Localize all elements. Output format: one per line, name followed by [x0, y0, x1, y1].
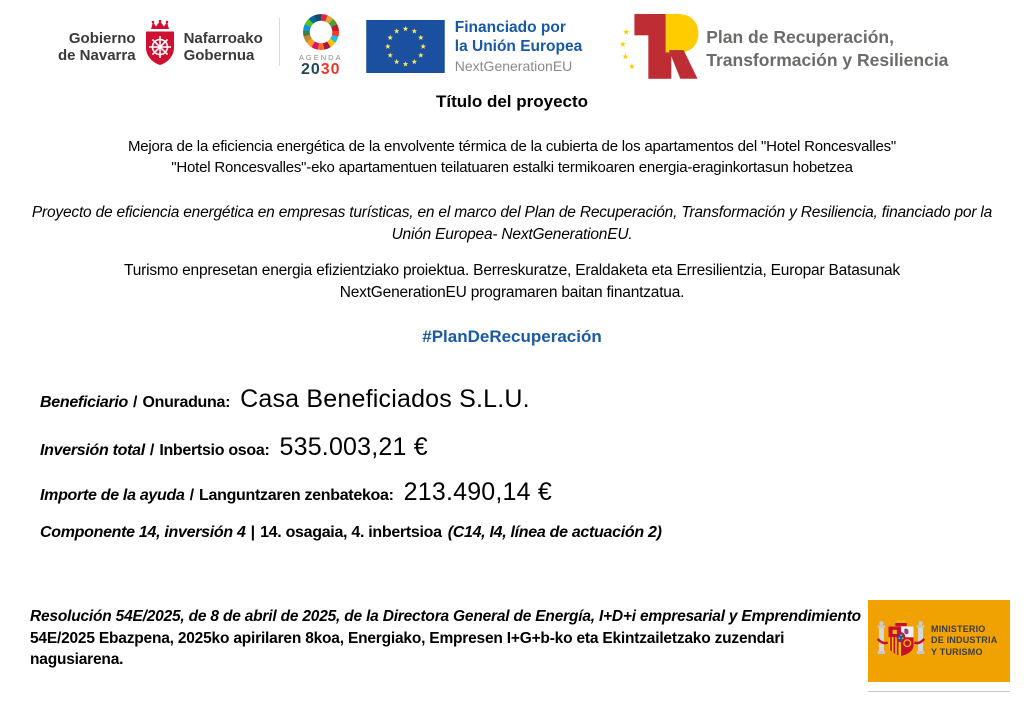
investment-label-es: Inversión total [40, 442, 145, 459]
ministry-logo [868, 600, 1010, 682]
project-description-eu: "Hotel Roncesvalles"-eko apartamentuen teilatuaren estalki termikoaren energia-eraginkortasun hobetzea [171, 159, 853, 176]
logo-divider [279, 18, 280, 66]
separator: / [133, 394, 138, 411]
aid-row [40, 478, 552, 507]
project-description [62, 136, 962, 178]
component-label-es: Componente 14, inversión 4 [40, 524, 246, 541]
beneficiary-row [40, 385, 530, 414]
sdg-wheel-icon [303, 14, 339, 50]
prtr-tr-icon [618, 8, 700, 89]
eu-funding-text: Financiado por la Unión Europea NextGenerationEU [454, 19, 583, 74]
framework-text-es: Proyecto de eficiencia energética en empresas turísticas, en el marco del Plan de Recuperación, Transformación y Resiliencia, financiado por la Unión Europea- NextGenerationEU. [31, 204, 993, 243]
navarra-label-eu: Nafarroako Gobernua [183, 29, 263, 64]
hashtag: #PlanDeRecuperación [422, 327, 602, 346]
eu-flag-icon [366, 20, 445, 78]
investment-value: 535.003,21 € [279, 433, 428, 461]
investment-label-eu: Inbertsio osoa: [159, 442, 270, 459]
project-description-es: Mejora de la eficiencia energética de la envolvente térmica de la cubierta de los apartamentos del "Hotel Roncesvalles" [127, 138, 897, 155]
agenda-2030-logo: AGENDA 2030 [292, 14, 350, 78]
resolution-text-es: Resolución 54E/2025, de 8 de abril de 2025, de la Directora General de Energía, I+D+i empresarial y Emprendimiento [30, 608, 861, 625]
aid-label-es: Importe de la ayuda [40, 487, 185, 504]
investment-row [40, 433, 428, 462]
framework-text-eu: Turismo enpresetan energia efizientziako proiektua. Berreskuratze, Eraldaketa eta Erresilientzia, Europar Batasunak NextGenerationEU programaren baitan finantzatua. [124, 262, 900, 301]
navarra-emblem-icon [143, 20, 177, 73]
resolution-text [30, 606, 870, 671]
beneficiary-label-eu: Onuraduna: [142, 394, 231, 411]
navarra-label-es: Gobierno de Navarra [58, 29, 136, 64]
separator: / [189, 487, 195, 504]
aid-label-eu: Languntzaren zenbatekoa: [199, 487, 394, 504]
spain-coat-of-arms-icon [876, 616, 926, 667]
gobierno-navarra-logo [58, 20, 263, 73]
component-label-eu: 14. osagaia, 4. inbertsioa [260, 524, 442, 541]
beneficiary-label-es: Beneficiario [40, 394, 128, 411]
beneficiary-value: Casa Beneficiados S.L.U. [240, 385, 530, 413]
aid-value: 213.490,14 € [403, 478, 553, 506]
page-title: Título del proyecto [435, 92, 589, 111]
separator: | [250, 524, 256, 541]
agenda-year: 2030 [300, 61, 341, 78]
component-row [40, 524, 662, 542]
prtr-logo [618, 8, 948, 89]
separator: / [149, 442, 155, 459]
prtr-label: Plan de Recuperación, Transformación y Resiliencia [706, 27, 949, 70]
ministry-label: MINISTERIO DE INDUSTRIA Y TURISMO [931, 623, 998, 657]
header-logos [58, 8, 948, 89]
component-note: (C14, I4, línea de actuación 2) [447, 524, 662, 541]
footer-rule [868, 691, 1010, 692]
resolution-text-eu: 54E/2025 Ebazpena, 2025ko apirilaren 8koa, Energiako, Empresen I+G+b-ko eta Ekintzailetzako zuzendari nagusiarena. [30, 629, 785, 668]
